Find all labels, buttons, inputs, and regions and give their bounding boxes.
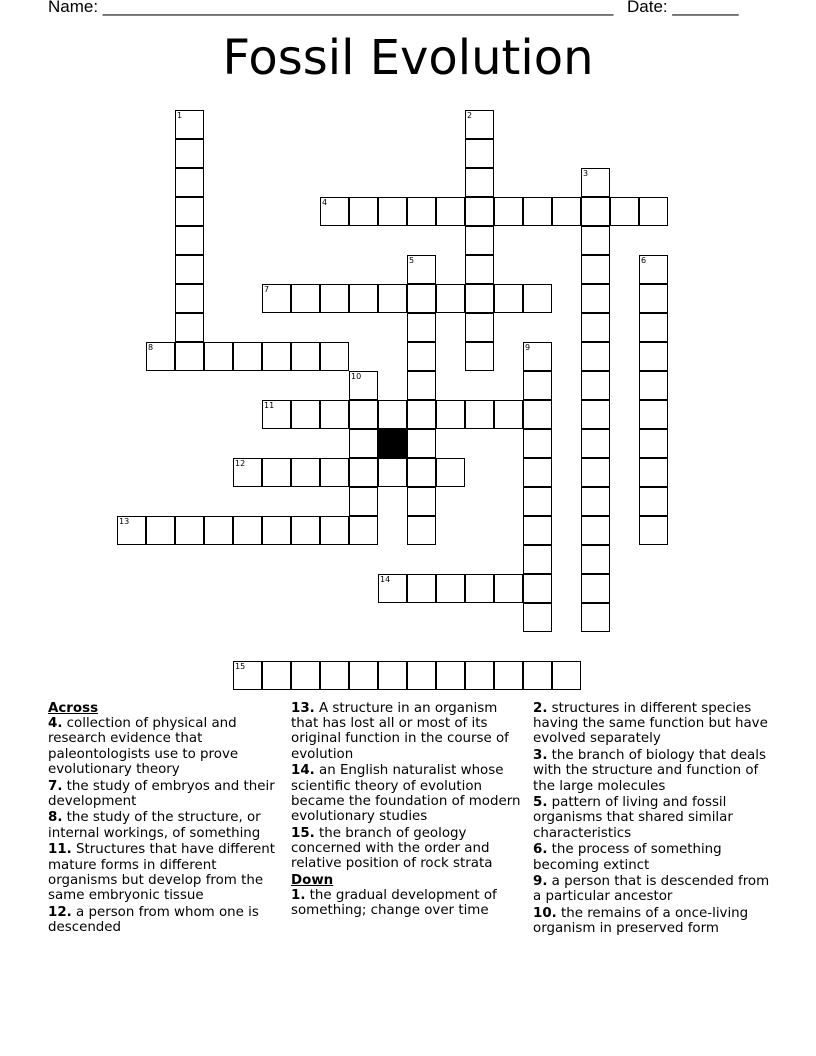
crossword-cell[interactable] <box>175 255 204 284</box>
crossword-cell[interactable] <box>581 603 610 632</box>
clues-column-1 <box>48 701 276 937</box>
crossword-cell[interactable] <box>610 197 639 226</box>
clue-number: 8. <box>48 810 63 826</box>
clue-number-label: 3 <box>583 169 589 178</box>
crossword-cell[interactable] <box>320 400 349 429</box>
crossword-cell[interactable] <box>523 429 552 458</box>
crossword-cell[interactable] <box>175 313 204 342</box>
clue-number: 13. <box>291 701 315 716</box>
clue-number: 12. <box>48 904 72 920</box>
clue-text: the branch of geology concerned with the order and relative position of rock strata <box>291 825 493 872</box>
crossword-cell[interactable] <box>204 516 233 545</box>
crossword-cell[interactable] <box>494 574 523 603</box>
crossword-cell[interactable] <box>639 487 668 516</box>
crossword-cell[interactable] <box>581 516 610 545</box>
clue-item <box>533 842 773 872</box>
clue-number: 4. <box>48 716 63 732</box>
clue-item <box>533 874 773 904</box>
crossword-cell[interactable] <box>407 342 436 371</box>
crossword-cell[interactable] <box>407 516 436 545</box>
crossword-cell[interactable] <box>378 284 407 313</box>
crossword-cell[interactable] <box>407 284 436 313</box>
crossword-cell[interactable] <box>436 574 465 603</box>
crossword-cell[interactable] <box>262 342 291 371</box>
crossword-cell[interactable] <box>523 197 552 226</box>
clue-number-label: 11 <box>264 401 275 410</box>
crossword-cell[interactable] <box>175 197 204 226</box>
crossword-cell[interactable] <box>465 574 494 603</box>
crossword-cell[interactable] <box>320 342 349 371</box>
crossword-cell[interactable] <box>581 400 610 429</box>
crossword-cell[interactable] <box>465 661 494 690</box>
crossword-cell[interactable] <box>465 168 494 197</box>
across-clue-list-continued <box>291 701 523 871</box>
crossword-cell[interactable] <box>581 574 610 603</box>
clue-text: the remains of a once-living organism in preserved form <box>533 906 749 937</box>
crossword-cell[interactable] <box>378 458 407 487</box>
crossword-cell[interactable] <box>349 487 378 516</box>
crossword-cell[interactable] <box>175 516 204 545</box>
crossword-cell[interactable] <box>581 284 610 313</box>
clues-column-2 <box>291 701 523 920</box>
crossword-cell[interactable] <box>349 458 378 487</box>
crossword-cell[interactable] <box>407 313 436 342</box>
crossword-cell[interactable] <box>291 284 320 313</box>
crossword-cell[interactable] <box>465 197 494 226</box>
crossword-cell[interactable] <box>407 429 436 458</box>
crossword-cell[interactable] <box>175 226 204 255</box>
crossword-cell[interactable] <box>639 197 668 226</box>
clue-number-label: 7 <box>264 285 270 294</box>
crossword-cell[interactable] <box>552 197 581 226</box>
crossword-cell[interactable] <box>581 255 610 284</box>
clue-text: Structures that have different mature forms in different organisms but develop from the same embryonic tissue <box>48 842 275 903</box>
clue-number-label: 13 <box>119 517 130 526</box>
crossword-cell[interactable] <box>639 371 668 400</box>
clue-text: an English naturalist whose scientific theory of evolution became the foundation of modern evolutionary studies <box>291 763 521 824</box>
clue-number: 15. <box>291 825 315 841</box>
clue-text: structures in different species having the same function but have evolved separately <box>533 701 768 747</box>
crossword-cell[interactable] <box>494 284 523 313</box>
crossword-cell[interactable] <box>175 168 204 197</box>
crossword-cell[interactable] <box>349 400 378 429</box>
clue-number-label: 8 <box>148 343 154 352</box>
crossword-cell[interactable] <box>465 313 494 342</box>
clue-number: 11. <box>48 842 72 858</box>
crossword-cell[interactable] <box>378 197 407 226</box>
crossword-cell[interactable] <box>465 139 494 168</box>
clue-item <box>533 748 773 794</box>
crossword-cell[interactable] <box>436 400 465 429</box>
crossword-cell[interactable] <box>465 342 494 371</box>
crossword-cell[interactable] <box>291 661 320 690</box>
crossword-cell[interactable] <box>639 458 668 487</box>
clue-number: 2. <box>533 701 548 716</box>
clue-text: the gradual development of something; change over time <box>291 887 497 919</box>
crossword-cell[interactable] <box>204 342 233 371</box>
crossword-cell[interactable] <box>233 516 262 545</box>
crossword-cell[interactable] <box>523 516 552 545</box>
crossword-cell[interactable] <box>552 661 581 690</box>
crossword-cell[interactable] <box>465 255 494 284</box>
crossword-cell[interactable] <box>465 400 494 429</box>
clue-number: 9. <box>533 874 548 890</box>
clue-item <box>48 779 276 809</box>
crossword-cell[interactable] <box>262 661 291 690</box>
crossword-cell[interactable] <box>407 574 436 603</box>
clue-item <box>533 795 773 841</box>
crossword-cell[interactable] <box>581 545 610 574</box>
clue-item <box>48 842 276 903</box>
clue-text: a person from whom one is descended <box>48 904 259 935</box>
down-clue-list <box>291 888 523 918</box>
crossword-cell[interactable] <box>639 284 668 313</box>
clue-number-label: 6 <box>641 256 647 265</box>
crossword-cell[interactable] <box>639 400 668 429</box>
clue-text: the study of the structure, or internal workings, of something <box>48 810 261 841</box>
crossword-cell[interactable] <box>291 458 320 487</box>
crossword-cell[interactable] <box>175 139 204 168</box>
clue-item <box>291 763 523 824</box>
down-clue-list-continued <box>533 701 773 937</box>
page-title: Fossil Evolution <box>222 30 594 86</box>
crossword-cell[interactable] <box>581 342 610 371</box>
clue-number: 7. <box>48 778 63 794</box>
clue-item <box>291 826 523 872</box>
clue-number-label: 2 <box>467 111 473 120</box>
clue-item <box>48 810 276 840</box>
crossword-cell[interactable] <box>407 371 436 400</box>
crossword-cell[interactable] <box>349 197 378 226</box>
crossword-cell[interactable] <box>639 313 668 342</box>
crossword-cell[interactable] <box>407 197 436 226</box>
clue-number-label: 14 <box>380 575 391 584</box>
crossword-cell[interactable] <box>407 458 436 487</box>
crossword-cell[interactable] <box>523 284 552 313</box>
clue-item <box>48 716 276 777</box>
crossword-cell[interactable] <box>523 487 552 516</box>
clue-number: 6. <box>533 842 548 858</box>
clue-number-label: 10 <box>351 372 362 381</box>
clue-text: pattern of living and fossil organisms that shared similar characteristics <box>533 795 733 841</box>
across-heading: Across <box>48 701 99 716</box>
crossword-cell[interactable] <box>262 516 291 545</box>
clues-column-3 <box>533 701 773 938</box>
crossword-cell[interactable] <box>523 574 552 603</box>
crossword-cell[interactable] <box>407 661 436 690</box>
crossword-cell[interactable] <box>494 661 523 690</box>
crossword-cell[interactable] <box>465 284 494 313</box>
clue-text: collection of physical and research evidence that paleontologists use to prove evolutionary theory <box>48 716 239 777</box>
clue-item <box>533 906 773 936</box>
clue-number-label: 15 <box>235 662 246 671</box>
blocked-cell <box>378 429 407 458</box>
crossword-cell[interactable] <box>465 226 494 255</box>
clue-number-label: 12 <box>235 459 246 468</box>
clue-item <box>291 888 523 918</box>
crossword-cell[interactable] <box>291 342 320 371</box>
crossword-cell[interactable] <box>320 661 349 690</box>
crossword-cell[interactable] <box>523 458 552 487</box>
crossword-cell[interactable] <box>407 487 436 516</box>
crossword-cell[interactable] <box>436 284 465 313</box>
crossword-cell[interactable] <box>175 284 204 313</box>
crossword-cell[interactable] <box>349 516 378 545</box>
crossword-cell[interactable] <box>436 197 465 226</box>
crossword-cell[interactable] <box>581 458 610 487</box>
clue-text: the study of embryos and their development <box>48 778 275 809</box>
crossword-cell[interactable] <box>262 458 291 487</box>
crossword-cell[interactable] <box>378 661 407 690</box>
crossword-cell[interactable] <box>494 197 523 226</box>
crossword-cell[interactable] <box>146 516 175 545</box>
crossword-cell[interactable] <box>581 313 610 342</box>
crossword-cell[interactable] <box>320 516 349 545</box>
crossword-cell[interactable] <box>581 197 610 226</box>
crossword-cell[interactable] <box>349 661 378 690</box>
crossword-cell[interactable] <box>436 661 465 690</box>
crossword-cell[interactable] <box>291 516 320 545</box>
date-field-label: Date: _______ <box>627 0 739 16</box>
across-clue-list <box>48 716 276 935</box>
crossword-cell[interactable] <box>175 342 204 371</box>
clue-number-label: 1 <box>177 111 183 120</box>
crossword-cell[interactable] <box>233 342 262 371</box>
crossword-cell[interactable] <box>494 400 523 429</box>
crossword-cell[interactable] <box>523 603 552 632</box>
name-field-label: Name: ______________________________________________________ <box>48 0 614 16</box>
clue-text: the branch of biology that deals with the structure and function of the large molecules <box>533 748 766 794</box>
clue-number: 10. <box>533 906 557 922</box>
crossword-cell[interactable] <box>349 429 378 458</box>
crossword-cell[interactable] <box>291 400 320 429</box>
clue-item <box>533 701 773 747</box>
crossword-cell[interactable] <box>523 545 552 574</box>
crossword-cell[interactable] <box>639 516 668 545</box>
crossword-cell[interactable] <box>581 371 610 400</box>
crossword-cell[interactable] <box>407 400 436 429</box>
crossword-cell[interactable] <box>320 284 349 313</box>
clue-item <box>48 905 276 935</box>
clue-number-label: 5 <box>409 256 415 265</box>
clue-number: 1. <box>291 887 306 903</box>
clue-text: A structure in an organism that has lost all or most of its original function in the course of evolution <box>291 701 509 762</box>
clue-number-label: 9 <box>525 343 531 352</box>
crossword-cell[interactable] <box>436 458 465 487</box>
crossword-cell[interactable] <box>581 487 610 516</box>
clue-number: 14. <box>291 763 315 779</box>
crossword-cell[interactable] <box>523 661 552 690</box>
crossword-cell[interactable] <box>523 371 552 400</box>
crossword-cell[interactable] <box>320 458 349 487</box>
down-heading: Down <box>291 872 334 888</box>
clue-text: the process of something becoming extinct <box>533 842 722 873</box>
clue-number: 3. <box>533 748 548 764</box>
clue-number: 5. <box>533 795 548 811</box>
crossword-cell[interactable] <box>581 226 610 255</box>
clue-text: a person that is descended from a particular ancestor <box>533 874 770 905</box>
crossword-cell[interactable] <box>349 284 378 313</box>
clue-item <box>291 701 523 762</box>
crossword-cell[interactable] <box>378 400 407 429</box>
crossword-cell[interactable] <box>639 342 668 371</box>
clue-number-label: 4 <box>322 198 328 207</box>
crossword-cell[interactable] <box>639 429 668 458</box>
crossword-cell[interactable] <box>581 429 610 458</box>
crossword-cell[interactable] <box>523 400 552 429</box>
